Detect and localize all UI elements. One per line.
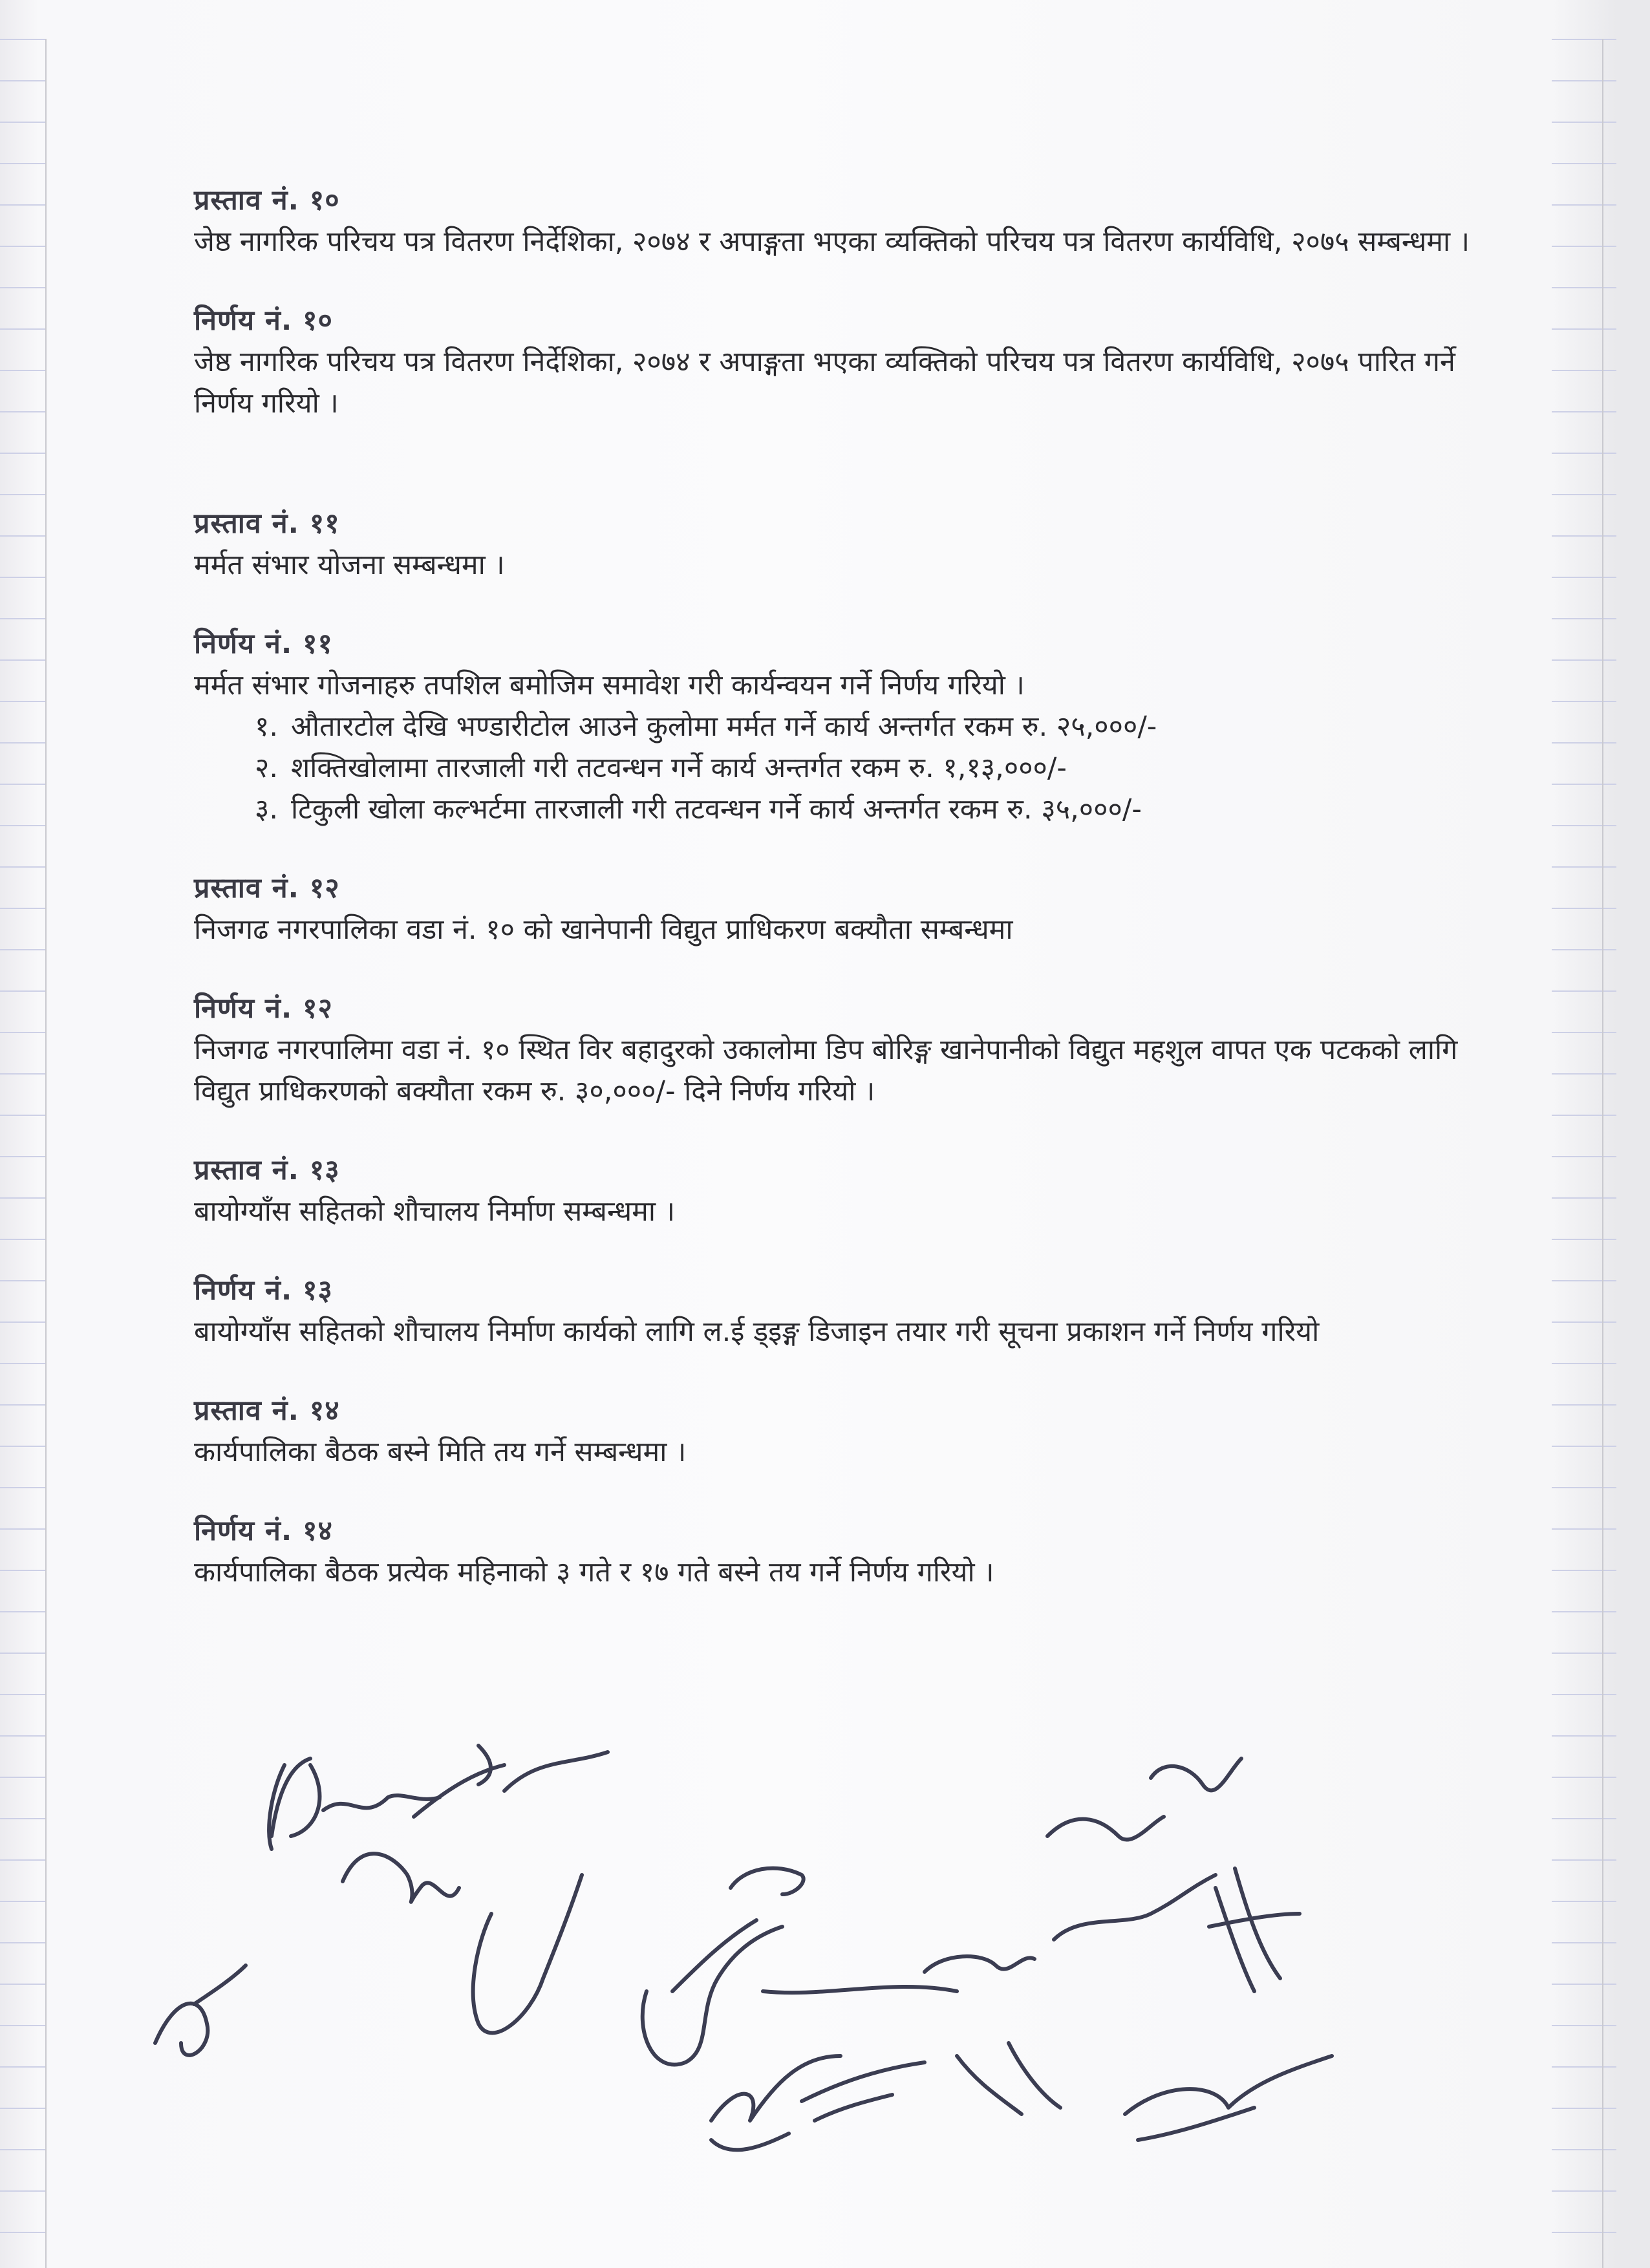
section-text: कार्यपालिका बैठक प्रत्येक महिनाको ३ गते र १७ गते बस्ने तय गर्ने निर्णय गरियो । xyxy=(194,1556,994,1589)
ruled-line-left xyxy=(0,1818,45,1819)
list-item xyxy=(254,747,1500,789)
section-decision-13 xyxy=(194,1270,1500,1353)
ruled-line-left xyxy=(0,1446,45,1447)
signature xyxy=(155,1965,246,2055)
signature xyxy=(473,1875,582,2033)
ruled-line-left xyxy=(0,1073,45,1075)
list-item-number: ३. xyxy=(254,793,278,826)
section-text: निजगढ नगरपालिमा वडा नं. १० स्थित विर बहादुरको उकालोमा डिप बोरिङ्ग खानेपानीको विद्युत महशुल वापत एक पटकको लागि विद्युत प्राधिकरणको बक्यौता रकम रु. ३०,०००/- दिने निर्णय गरियो । xyxy=(194,1034,1458,1107)
ruled-line-right xyxy=(1552,1363,1616,1364)
list-item xyxy=(254,706,1500,747)
ruled-line-left xyxy=(0,1487,45,1488)
section-heading: निर्णय नं. १० xyxy=(194,305,333,337)
ruled-line-left xyxy=(0,494,45,495)
ruled-line-left xyxy=(0,1984,45,1985)
ruled-line-left xyxy=(0,2025,45,2026)
signature xyxy=(957,2043,1060,2114)
ruled-line-right xyxy=(1552,2149,1616,2150)
signature xyxy=(763,1987,957,1993)
ruled-line-left xyxy=(0,1942,45,1943)
ruled-line-left xyxy=(0,577,45,578)
ruled-line-right xyxy=(1552,1818,1616,1819)
ruled-line-left xyxy=(0,39,45,40)
ruled-line-right xyxy=(1552,1446,1616,1447)
ruled-line-right xyxy=(1552,2025,1616,2026)
ruled-line-right xyxy=(1552,1280,1616,1281)
ruled-line-left xyxy=(0,1611,45,1612)
ruled-line-right xyxy=(1552,1073,1616,1075)
ruled-line-right xyxy=(1552,1694,1616,1695)
ruled-line-right xyxy=(1552,246,1616,247)
ruled-line-left xyxy=(0,908,45,909)
ruled-line-right xyxy=(1552,163,1616,164)
ruled-line-left xyxy=(0,825,45,826)
section-proposal-10 xyxy=(194,180,1500,262)
ruled-line-right xyxy=(1552,1032,1616,1033)
ruled-line-right xyxy=(1552,328,1616,330)
ruled-line-left xyxy=(0,204,45,206)
ruled-line-right xyxy=(1552,1404,1616,1406)
signatures-area xyxy=(116,1720,1409,2211)
ruled-line-right xyxy=(1552,1901,1616,1902)
section-heading: प्रस्ताव नं. ११ xyxy=(194,508,340,540)
section-decision-12 xyxy=(194,988,1500,1112)
ruled-line-left xyxy=(0,411,45,412)
section-text: जेष्ठ नागरिक परिचय पत्र वितरण निर्देशिका, २०७४ र अपाङ्गता भएका व्यक्तिको परिचय पत्र वितरण कार्यविधि, २०७५ सम्बन्धमा । xyxy=(194,226,1470,258)
ruled-line-left xyxy=(0,328,45,330)
ruled-line-left xyxy=(0,2149,45,2150)
ruled-line-right xyxy=(1552,1239,1616,1240)
signature xyxy=(269,1759,440,1849)
ruled-line-right xyxy=(1552,287,1616,288)
ruled-line-right xyxy=(1552,1115,1616,1116)
signature xyxy=(1151,1759,1241,1790)
decision-item-list xyxy=(194,706,1500,830)
section-heading: निर्णय नं. १३ xyxy=(194,1274,333,1307)
ruled-line-left xyxy=(0,1570,45,1571)
ruled-line-right xyxy=(1552,825,1616,826)
section-heading: प्रस्ताव नं. १० xyxy=(194,184,340,217)
ruled-line-right xyxy=(1552,535,1616,537)
ruled-line-right xyxy=(1552,2190,1616,2192)
ruled-line-right xyxy=(1552,908,1616,909)
ruled-line-right xyxy=(1552,1528,1616,1530)
ruled-line-right xyxy=(1552,122,1616,123)
section-text: कार्यपालिका बैठक बस्ने मिति तय गर्ने सम्बन्धमा । xyxy=(194,1436,687,1468)
ruled-line-left xyxy=(0,1404,45,1406)
ruled-line-right xyxy=(1552,1487,1616,1488)
ruled-line-left xyxy=(0,1901,45,1902)
ruled-line-right xyxy=(1552,1156,1616,1157)
ruled-line-right xyxy=(1552,1321,1616,1323)
ruled-line-left xyxy=(0,618,45,619)
ruled-line-right xyxy=(1552,39,1616,40)
ruled-line-right xyxy=(1552,577,1616,578)
ruled-line-left xyxy=(0,1859,45,1861)
ruled-line-left xyxy=(0,1115,45,1116)
section-text: मर्मत संभार योजना सम्बन्धमा । xyxy=(194,549,505,581)
ruled-line-right xyxy=(1552,370,1616,371)
ruled-line-right xyxy=(1552,80,1616,81)
ruled-line-right xyxy=(1552,618,1616,619)
section-proposal-11 xyxy=(194,503,1500,586)
signature xyxy=(1047,1817,1164,1840)
ruled-line-right xyxy=(1552,659,1616,661)
section-heading: प्रस्ताव नं. १३ xyxy=(194,1154,340,1186)
ruled-line-left xyxy=(0,1032,45,1033)
ruled-line-left xyxy=(0,1735,45,1737)
ruled-line-left xyxy=(0,287,45,288)
signature xyxy=(343,1854,459,1902)
section-heading: निर्णय नं. ११ xyxy=(194,628,333,660)
ruled-line-left xyxy=(0,1321,45,1323)
list-item-number: २. xyxy=(254,752,278,784)
ruled-line-left xyxy=(0,535,45,537)
ruled-line-right xyxy=(1552,204,1616,206)
ruled-line-right xyxy=(1552,1653,1616,1654)
signature xyxy=(1209,1868,1300,1991)
list-item-text: औतारटोल देखि भण्डारीटोल आउने कुलोमा मर्मत गर्ने कार्य अन्तर्गत रकम रु. २५,०००/- xyxy=(291,711,1157,743)
ruled-line-left xyxy=(0,1156,45,1157)
signature xyxy=(1054,1875,1216,1940)
ruled-line-right xyxy=(1552,866,1616,868)
ruled-line-left xyxy=(0,1239,45,1240)
list-item-text: शक्तिखोलामा तारजाली गरी तटवन्धन गर्ने कार्य अन्तर्गत रकम रु. १,१३,०००/- xyxy=(291,752,1067,784)
section-proposal-13 xyxy=(194,1150,1500,1232)
section-heading: प्रस्ताव नं. १२ xyxy=(194,872,340,904)
ruled-line-left xyxy=(0,2232,45,2233)
ruled-line-left xyxy=(0,659,45,661)
ruled-line-right xyxy=(1552,411,1616,412)
ruled-line-left xyxy=(0,1280,45,1281)
signature xyxy=(414,1746,608,1817)
ruled-line-left xyxy=(0,1777,45,1778)
list-item-text: टिकुली खोला कल्भर्टमा तारजाली गरी तटवन्धन गर्ने कार्य अन्तर्गत रकम रु. ३५,०००/- xyxy=(291,793,1142,826)
ruled-line-right xyxy=(1552,742,1616,744)
ruled-line-left xyxy=(0,784,45,785)
ruled-line-right xyxy=(1552,1942,1616,1943)
section-proposal-14 xyxy=(194,1390,1500,1473)
left-margin-line xyxy=(45,39,47,2268)
ruled-line-right xyxy=(1552,949,1616,950)
ruled-line-right xyxy=(1552,453,1616,454)
ruled-line-left xyxy=(0,1197,45,1199)
ruled-line-left xyxy=(0,2108,45,2109)
ruled-line-left xyxy=(0,1363,45,1364)
ruled-line-right xyxy=(1552,1859,1616,1861)
ruled-line-right xyxy=(1552,1777,1616,1778)
section-text: बायोग्याँस सहितको शौचालय निर्माण कार्यको लागि ल.ई ड्इङ्ग डिजाइन तयार गरी सूचना प्रकाशन गर्ने निर्णय गरियो xyxy=(194,1316,1320,1348)
signature xyxy=(731,1868,804,1894)
ruled-line-left xyxy=(0,2190,45,2192)
signature xyxy=(925,1956,1034,1972)
ruled-line-right xyxy=(1552,494,1616,495)
ruled-line-right xyxy=(1552,1735,1616,1737)
ruled-line-right xyxy=(1552,1984,1616,1985)
list-item xyxy=(254,789,1500,830)
ruled-line-left xyxy=(0,1528,45,1530)
ruled-line-right xyxy=(1552,2066,1616,2068)
section-decision-11 xyxy=(194,623,1500,830)
section-text: जेष्ठ नागरिक परिचय पत्र वितरण निर्देशिका, २०७४ र अपाङ्गता भएका व्यक्तिको परिचय पत्र वितरण कार्यविधि, २०७५ पारित गर्ने निर्णय गरियो । xyxy=(194,346,1455,420)
ruled-line-left xyxy=(0,742,45,744)
signature xyxy=(1125,2056,1332,2140)
ruled-line-left xyxy=(0,453,45,454)
ruled-line-right xyxy=(1552,701,1616,702)
section-text: बायोग्याँस सहितको शौचालय निर्माण सम्बन्धमा । xyxy=(194,1195,676,1228)
ruled-line-left xyxy=(0,949,45,950)
section-proposal-12 xyxy=(194,868,1500,950)
minutes-content xyxy=(194,180,1500,1593)
section-text: मर्मत संभार गोजनाहरु तपशिल बमोजिम समावेश गरी कार्यन्वयन गर्ने निर्णय गरियो । xyxy=(194,669,1025,701)
ruled-line-left xyxy=(0,2066,45,2068)
ruled-line-left xyxy=(0,246,45,247)
ruled-line-left xyxy=(0,866,45,868)
section-text: निजगढ नगरपालिका वडा नं. १० को खानेपानी विद्युत प्राधिकरण बक्यौता सम्बन्धमा xyxy=(194,914,1013,946)
ruled-line-left xyxy=(0,1694,45,1695)
ruled-line-left xyxy=(0,370,45,371)
ruled-line-right xyxy=(1552,1611,1616,1612)
section-decision-10 xyxy=(194,300,1500,424)
signature xyxy=(802,2062,925,2121)
list-item-number: १. xyxy=(254,711,278,743)
right-margin-line xyxy=(1602,39,1603,2268)
ruled-line-left xyxy=(0,1653,45,1654)
ruled-line-left xyxy=(0,122,45,123)
ruled-line-right xyxy=(1552,784,1616,785)
ruled-line-right xyxy=(1552,2232,1616,2233)
ruled-line-left xyxy=(0,163,45,164)
ruled-line-right xyxy=(1552,990,1616,992)
section-heading: निर्णय नं. १२ xyxy=(194,992,333,1025)
ruled-line-left xyxy=(0,990,45,992)
section-decision-14 xyxy=(194,1510,1500,1593)
section-heading: प्रस्ताव नं. १४ xyxy=(194,1395,340,1427)
ruled-line-right xyxy=(1552,1197,1616,1199)
ruled-line-left xyxy=(0,701,45,702)
ruled-line-left xyxy=(0,80,45,81)
signature xyxy=(711,2056,841,2150)
section-heading: निर्णय नं. १४ xyxy=(194,1515,333,1547)
ruled-line-right xyxy=(1552,1570,1616,1571)
ruled-line-right xyxy=(1552,2108,1616,2109)
